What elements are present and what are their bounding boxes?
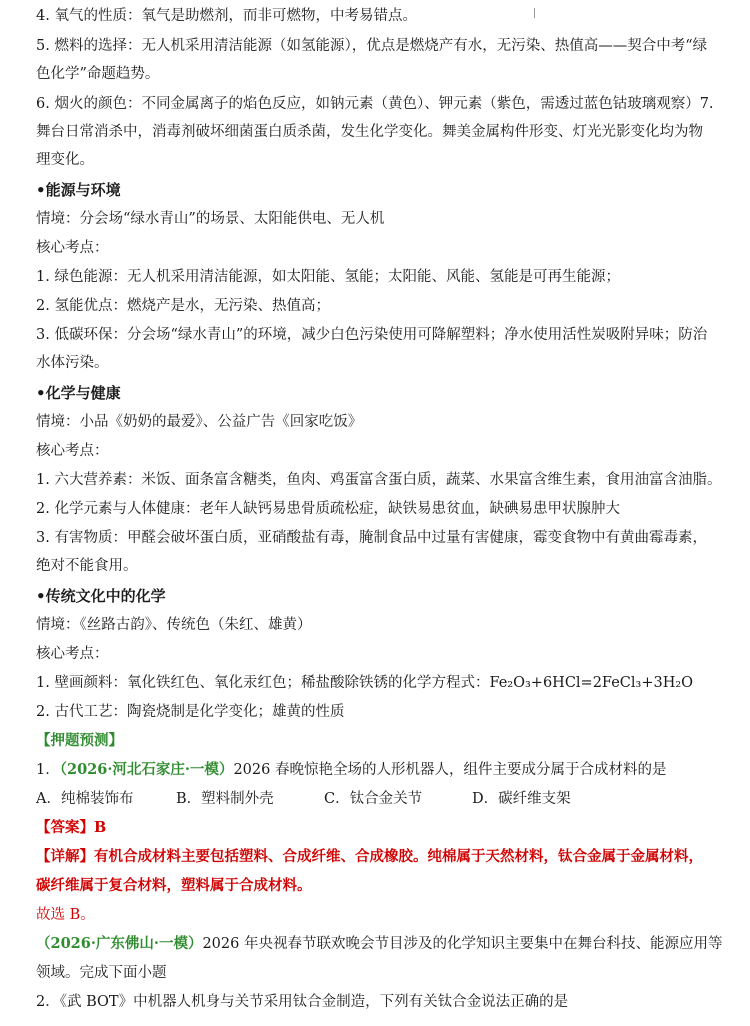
- text-line: 2. 氢能优点：燃烧产是水，无污染、热值高；: [36, 298, 330, 314]
- prediction-heading: 【押题预测】: [36, 732, 123, 749]
- text-line: 4. 氧气的性质：氧气是助燃剂，而非可燃物，中考易错点。: [36, 8, 417, 24]
- question-1-options: [36, 789, 736, 809]
- text-line: 核心考点：: [36, 646, 109, 662]
- text-line: 情境：分会场“绿水青山”的场景、太阳能供电、无人机: [36, 211, 385, 227]
- text-line: 核心考点：: [36, 443, 109, 459]
- text-line: 绝对不能食用。: [36, 558, 138, 574]
- explanation-label: 【详解】: [36, 848, 94, 865]
- option-a: A．纯棉装饰布: [36, 791, 134, 807]
- text-line: 理变化。: [36, 152, 94, 168]
- text-line: 核心考点：: [36, 240, 109, 256]
- question-number: 1．: [36, 762, 60, 778]
- text-line: 1. 壁画颜料：氧化铁红色、氧化汞红色；稀盐酸除铁锈的化学方程式：Fe₂O₃+6HCl=2FeCl₃+3H₂O: [36, 675, 694, 691]
- text-line: 1. 绿色能源：无人机采用清洁能源，如太阳能、氢能；太阳能、风能、氢能是可再生能源；: [36, 269, 620, 285]
- explanation-line: [36, 847, 736, 867]
- text-line: 6. 烟火的颜色：不同金属离子的焰色反应，如钠元素（黄色）、钾元素（紫色，需透过蓝色钴玻璃观察）7.: [36, 96, 714, 112]
- question-group-2-cont: 领域。完成下面小题: [36, 965, 167, 981]
- question-source: （2026·河北石家庄·一模）: [59, 761, 234, 778]
- text-line: 1. 六大营养素：米饭、面条富含糖类，鱼肉、鸡蛋富含蛋白质，蔬菜、水果富含维生素，食用油富含油脂。: [36, 472, 722, 488]
- question-text: 2026 春晚惊艳全场的人形机器人，组件主要成分属于合成材料的是: [233, 762, 667, 778]
- text-line: 2. 化学元素与人体健康：老年人缺钙易患骨质疏松症，缺铁易患贫血，缺碘易患甲状腺肿大: [36, 501, 620, 517]
- answer-line: [36, 818, 736, 838]
- section-heading-health: •化学与健康: [36, 384, 121, 402]
- text-line: 色化学”命题趋势。: [36, 66, 160, 82]
- answer-label: 【答案】: [36, 819, 94, 836]
- option-d: D．碳纤维支架: [472, 791, 571, 807]
- explanation-line-2: 碳纤维属于复合材料，塑料属于合成材料。: [36, 877, 312, 894]
- text-line: 3. 低碳环保：分会场“绿水青山”的环境，减少白色污染使用可降解塑料；净水使用活性炭吸附异味；防治: [36, 327, 708, 343]
- text-line: 情境：小品《奶奶的最爱》、公益广告《回家吃饭》: [36, 414, 363, 430]
- choose-line: 故选 B。: [36, 907, 95, 923]
- question-source: （2026·广东佛山·一模）: [36, 935, 203, 952]
- question-2: 2．《武 BOT》中机器人机身与关节采用钛合金制造，下列有关钛合金说法正确的是: [36, 994, 569, 1010]
- section-heading-culture: •传统文化中的化学: [36, 587, 166, 605]
- explanation-text: 有机合成材料主要包括塑料、合成纤维、合成橡胶。纯棉属于天然材料，钛合金属于金属材料，: [94, 848, 703, 865]
- question-1: [36, 760, 736, 780]
- text-line: 5. 燃料的选择：无人机采用清洁能源（如氢能源），优点是燃烧产有水，无污染、热值高——契合中考“绿: [36, 38, 708, 54]
- question-text: 2026 年央视春节联欢晚会节目涉及的化学知识主要集中在舞台科技、能源应用等: [202, 936, 723, 952]
- option-c: C．钛合金关节: [324, 791, 423, 807]
- question-group-2: [36, 934, 736, 954]
- section-heading-energy: •能源与环境: [36, 181, 121, 199]
- text-line: 3. 有害物质：甲醛会破坏蛋白质，亚硝酸盐有毒，腌制食品中过量有害健康，霉变食物中有黄曲霉毒素，: [36, 530, 707, 546]
- text-line: 舞台日常消杀中，消毒剂破坏细菌蛋白质杀菌，发生化学变化。舞美金属构件形变、灯光光影变化均为物: [36, 124, 703, 140]
- option-b: B．塑料制外壳: [176, 791, 274, 807]
- answer-value: B: [94, 819, 107, 836]
- text-line: 水体污染。: [36, 355, 109, 371]
- text-line: 2. 古代工艺：陶瓷烧制是化学变化；雄黄的性质: [36, 704, 345, 720]
- text-line: 情境：《丝路古韵》、传统色（朱红、雄黄）: [36, 617, 312, 633]
